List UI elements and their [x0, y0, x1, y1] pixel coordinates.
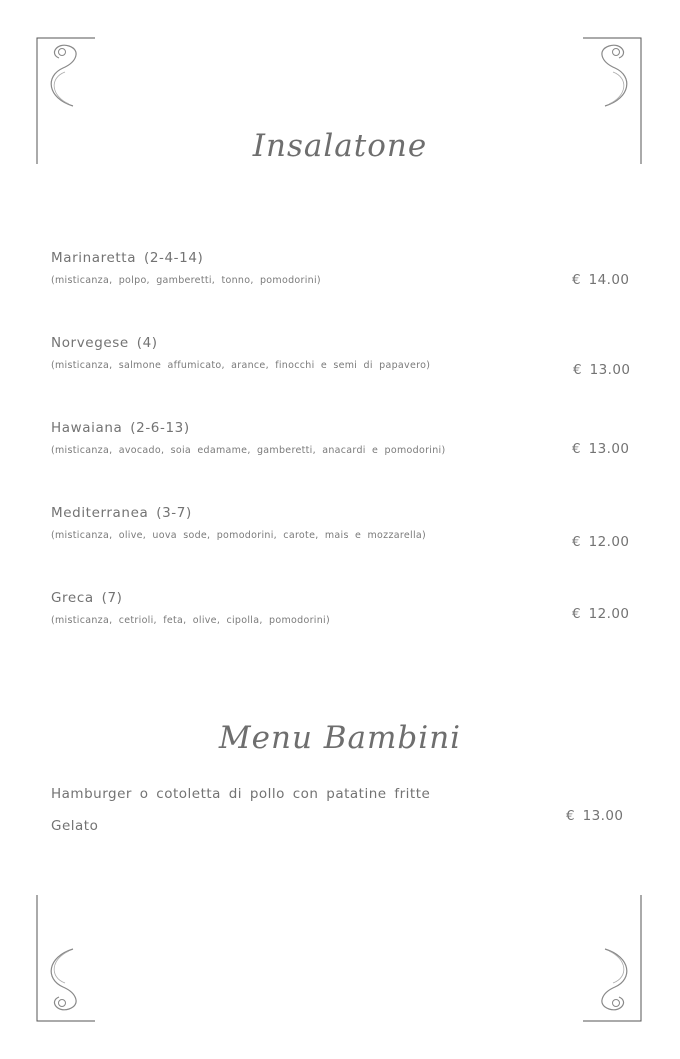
menu-item-name: Norvegese (4): [51, 335, 158, 351]
flourish-corner-icon: [577, 893, 643, 1023]
menu-item-description: (misticanza, salmone affumicato, arance, finocchi e semi di papavero): [51, 360, 431, 371]
kids-menu-line: Hamburger o cotoletta di pollo con patatine fritte: [51, 786, 431, 802]
menu-item-price: € 14.00: [572, 272, 630, 288]
menu-item: [51, 590, 631, 626]
menu-item-name: Greca (7): [51, 590, 123, 606]
menu-item-price: € 12.00: [572, 606, 630, 622]
menu-item-description: (misticanza, avocado, soia edamame, gamberetti, anacardi e pomodorini): [51, 445, 446, 456]
section-title-menu-bambini: Menu Bambini: [218, 720, 462, 756]
section-title-insalatone: Insalatone: [252, 128, 428, 164]
menu-item-price: € 12.00: [572, 534, 630, 550]
menu-item-description: (misticanza, cetrioli, feta, olive, cipolla, pomodorini): [51, 615, 330, 626]
menu-item-name: Marinaretta (2-4-14): [51, 250, 204, 266]
menu-item-name: Hawaiana (2-6-13): [51, 420, 190, 436]
menu-item-price: € 13.00: [572, 441, 630, 457]
menu-item: [51, 335, 631, 371]
menu-item-description: (misticanza, polpo, gamberetti, tonno, pomodorini): [51, 275, 321, 286]
flourish-corner-icon: [35, 893, 101, 1023]
menu-item: [51, 250, 631, 286]
kids-menu-line: Gelato: [51, 818, 99, 834]
menu-item-price: € 13.00: [573, 362, 631, 378]
menu-item: [51, 420, 631, 456]
kids-menu-price: € 13.00: [566, 808, 624, 824]
menu-item: [51, 505, 631, 541]
menu-item-name: Mediterranea (3-7): [51, 505, 192, 521]
menu-item-description: (misticanza, olive, uova sode, pomodorini, carote, mais e mozzarella): [51, 530, 427, 541]
